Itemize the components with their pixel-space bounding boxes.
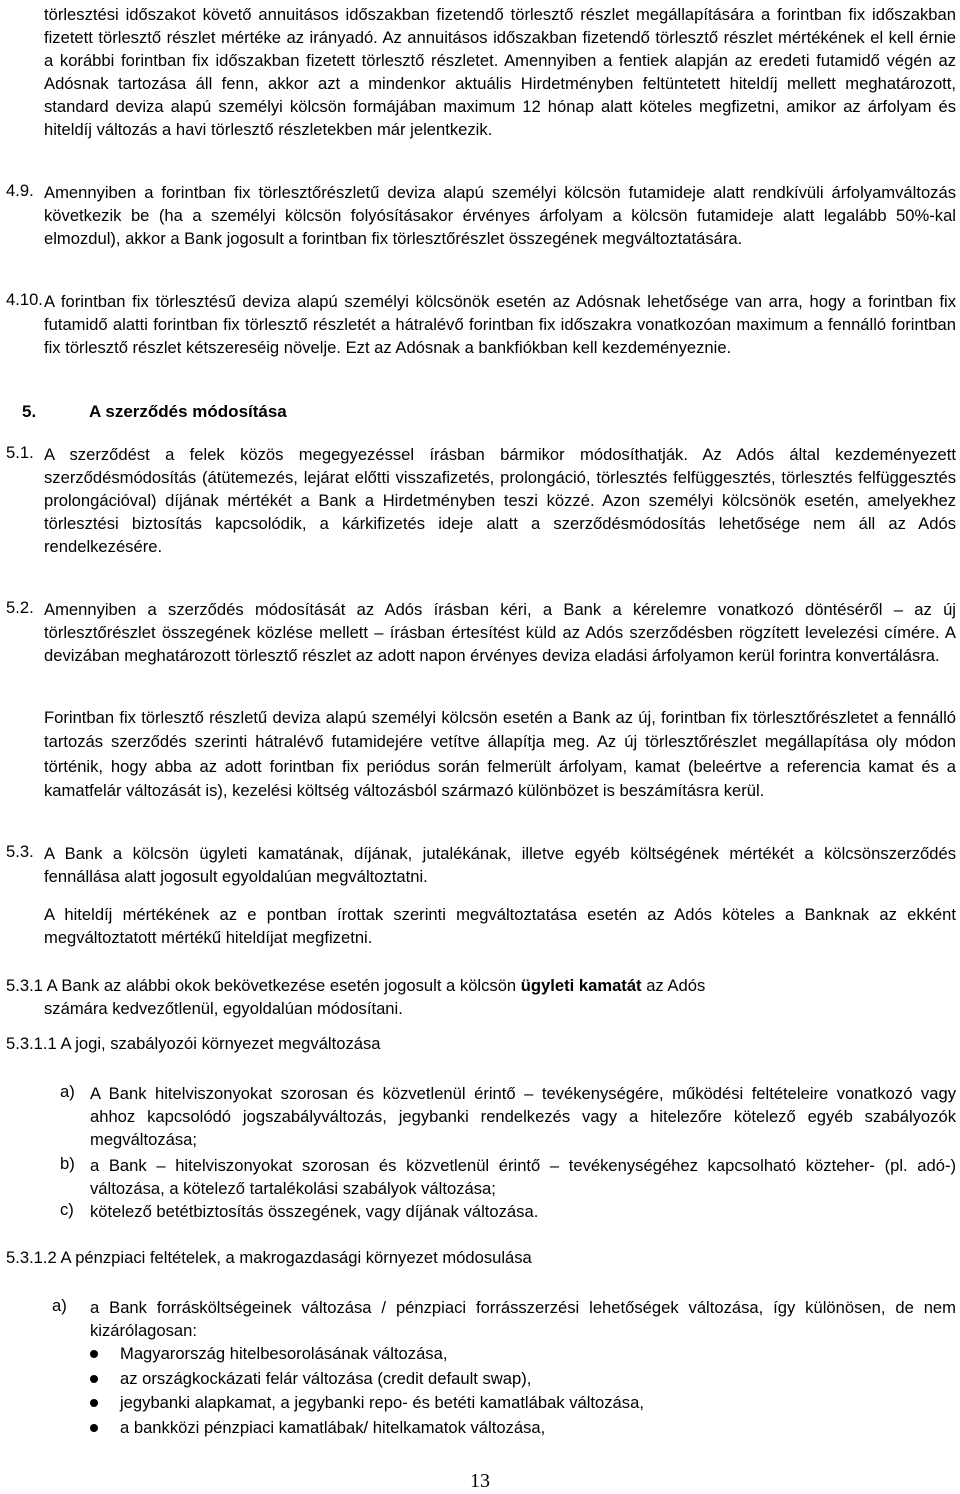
paragraph-5-3-1-cont: számára kedvezőtlenül, egyoldalúan módosítani. xyxy=(44,999,403,1018)
heading-5-3-1-1: 5.3.1.1 A jogi, szabályozói környezet megváltozása xyxy=(6,1034,381,1053)
list-marker-b: b) xyxy=(60,1154,75,1173)
bullet-item xyxy=(120,1342,956,1367)
text-5-3-1-a: A Bank az alábbi okok bekövetkezése esetén jogosult a kölcsön xyxy=(46,976,521,995)
paragraph-5-2: Amennyiben a szerződés módosítását az Adós írásban kéri, a Bank a kérelemre vonatkozó döntéséről – az új törlesztőrészlet összegének közlése mellett – írásban értesítést küld az Adós szerződésben rögzített levelezési címére. A devizában meghatározott törlesztő részlet az adott napon érvényes deviza eladási árfolyamon kerül forintra konvertálásra. xyxy=(44,600,956,666)
paragraph-5-3-1 xyxy=(6,974,956,997)
bullet-text: Magyarország hitelbesorolásának változása, xyxy=(120,1344,448,1363)
bullet-list xyxy=(120,1342,956,1440)
bullet-item xyxy=(120,1416,956,1441)
paragraph-5-3: A Bank a kölcsön ügyleti kamatának, díjának, jutalékának, illetve egyéb költségének mértékét a kölcsönszerződés fennállása alatt jogosult egyoldalúan megváltoztatni. xyxy=(44,844,956,887)
list2-item-a: a Bank forrásköltségeinek változása / pénzpiaci forrásszerzési lehetőségek változása, így különösen, de nem kizárólagosan: xyxy=(90,1298,956,1341)
heading-5-3-1-2: 5.3.1.2 A pénzpiaci feltételek, a makrogazdasági környezet módosulása xyxy=(6,1248,532,1267)
list-item-b: a Bank – hitelviszonyokat szorosan és közvetlenül érintő – tevékenységéhez kapcsolható közteher- (pl. adó-) változása, a kötelező tartalékolási szabályok változása; xyxy=(90,1156,956,1199)
paragraph-intro: törlesztési időszakot követő annuitásos időszakban fizetendő törlesztő részlet megállapítására a forintban fix időszakban fizetett törlesztő részlet mértéke az irányadó. Az annuitásos időszakban fizetendő törlesztő részlet mértékének el kell érnie a korábbi forintban fix időszakban fizetett törlesztő részletet. Amennyiben a fentiek alapján az eredeti futamidő végén az Adósnak tartozása áll fenn, akkor azt a mindenkor aktuális Hirdetményben feltüntetett hiteldíj mellett meghatározott, standard deviza alapú személyi kölcsön formájában maximum 12 hónap alatt köteles megfizetni, amikor az árfolyam és hiteldíj változás a havi törlesztő részletekben már jelentkezik. xyxy=(44,5,956,140)
heading-number-5: 5. xyxy=(22,402,37,421)
section-number-5-3: 5.3. xyxy=(6,842,34,861)
list-marker-a: a) xyxy=(60,1082,75,1101)
paragraph-4-10: A forintban fix törlesztésű deviza alapú személyi kölcsönök esetén az Adósnak lehetősége van arra, hogy a forintban fix futamidő alatti forintban fix törlesztő részletét a hátralévő forintban fix időszakra vonatkozóan maximum a fennálló forintban fix törlesztő részlet kétszereséig növelje. Ezt az Adósnak a bankfiókban kell kezdeményeznie. xyxy=(44,292,956,358)
list-marker-c: c) xyxy=(60,1200,74,1219)
bullet-icon xyxy=(90,1424,98,1432)
text-5-3-1-b: az Adós xyxy=(641,976,706,995)
list-item-c: kötelező betétbiztosítás összegének, vagy díjának változása. xyxy=(90,1202,539,1221)
bullet-icon xyxy=(90,1375,98,1383)
page-number: 13 xyxy=(470,1470,490,1492)
bullet-icon xyxy=(90,1399,98,1407)
bullet-item xyxy=(120,1367,956,1392)
bullet-item xyxy=(120,1391,956,1416)
paragraph-5-2-forint: Forintban fix törlesztő részletű deviza alapú személyi kölcsön esetén a Bank az új, forintban fix törlesztőrészletet a fennálló tartozás szerződés szerinti hátralévő futamidejére vetítve állapítja meg. Az új törlesztőrészlet megállapítása oly módon történik, hogy abba az adott forintban fix periódus során felmerült árfolyam, kamat (beleértve a referencia kamat és a kamatfelár változását is), kezelési költség változásból származó különbözet is beszámításra kerül. xyxy=(44,708,956,800)
paragraph-5-1: A szerződést a felek közös megegyezéssel írásban bármikor módosíthatják. Az Adós által kezdeményezett szerződésmódosítás (átütemezés, lejárat előtti visszafizetés, prolongáció, törlesztés felfüggesztés, törlesztés felfüggesztés prolongációval) díjának mértékét a Bank a Hirdetményben teszi közzé. Azon személyi kölcsönök esetén, amelyekhez törlesztési biztosítás kapcsolódik, a kárkifizetés ideje alatt a szerződésmódosítás lehetősége nem áll az Adós rendelkezésére. xyxy=(44,445,956,557)
heading-title: A szerződés módosítása xyxy=(89,402,287,421)
bullet-icon xyxy=(90,1350,98,1358)
list2-marker-a: a) xyxy=(52,1296,67,1315)
bullet-text: az országkockázati felár változása (credit default swap), xyxy=(120,1368,532,1388)
bullet-text: a bankközi pénzpiaci kamatlábak/ hitelkamatok változása, xyxy=(120,1417,546,1437)
paragraph-5-3-hiteldij: A hiteldíj mértékének az e pontban írottak szerinti megváltoztatása esetén az Adós köteles a Banknak az ekként megváltoztatott mértékű hiteldíjat megfizetni. xyxy=(44,905,956,948)
list-item-a: A Bank hitelviszonyokat szorosan és közvetlenül érintő – tevékenységére, működési feltételeire vonatkozó vagy ahhoz kapcsolódó jogszabályváltozás, jegybanki rendelkezés vagy a hitelezőre kötelező egyéb szabályozók megváltozása; xyxy=(90,1084,956,1150)
section-number-5-2: 5.2. xyxy=(6,598,34,617)
section-number-4-10: 4.10. xyxy=(6,290,43,309)
text-5-3-1-bold: ügyleti kamatát xyxy=(520,976,642,995)
section-number-5-1: 5.1. xyxy=(6,443,34,462)
paragraph-4-9: Amennyiben a forintban fix törlesztőrészletű deviza alapú személyi kölcsön futamideje alatt rendkívüli árfolyamváltozás következik be (ha a személyi kölcsön folyósításakor érvényes árfolyam a kölcsön futamideje alatt legalább 50%-kal elmozdul), akkor a Bank jogosult a forintban fix törlesztőrészlet összegének megváltoztatására. xyxy=(44,183,956,249)
section-number-5-3-1: 5.3.1 xyxy=(6,976,43,995)
bullet-text: jegybanki alapkamat, a jegybanki repo- és betéti kamatlábak változása, xyxy=(120,1393,644,1412)
section-number-4-9: 4.9. xyxy=(6,181,34,200)
